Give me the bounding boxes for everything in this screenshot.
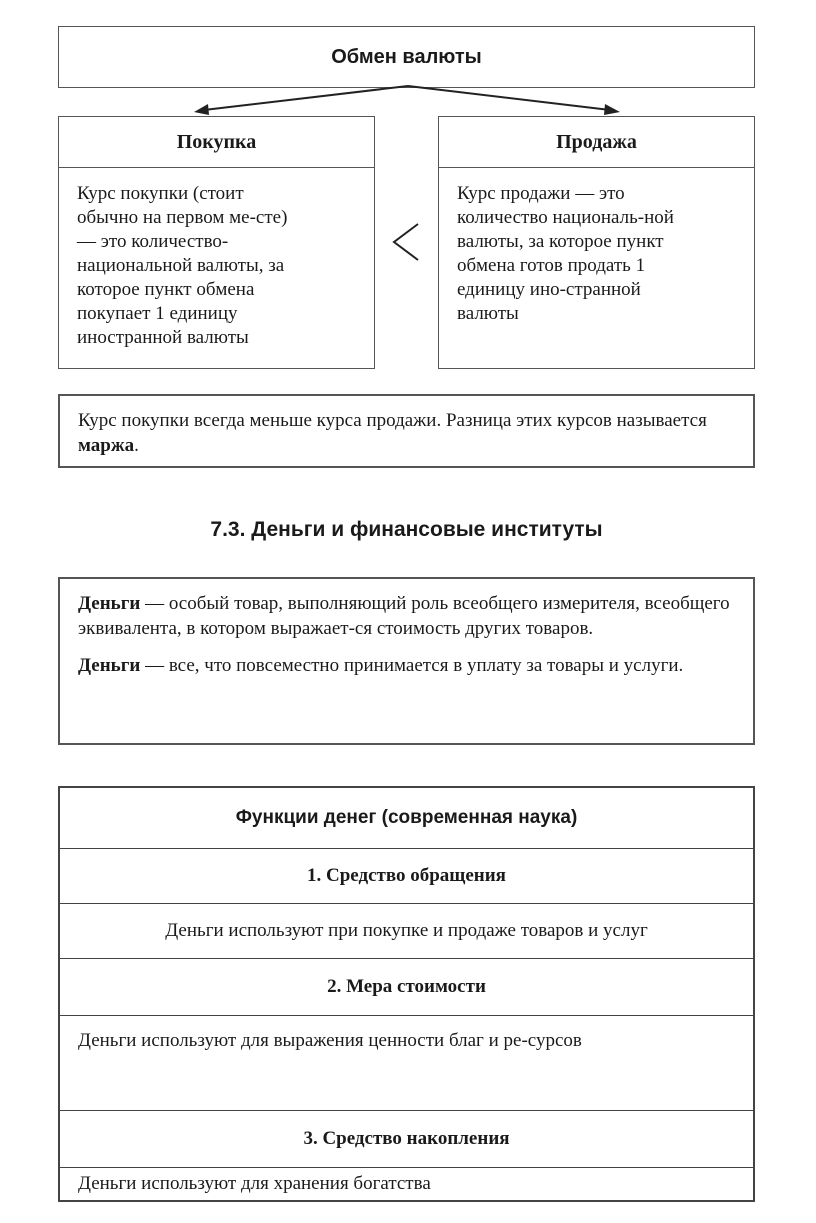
function-heading: 3. Средство накопления <box>60 1111 753 1168</box>
buy-line: — это количество- <box>77 231 229 252</box>
money-definitions-box <box>58 577 755 745</box>
margin-note-text: Курс покупки всегда меньше курса продажи. Разница этих курсов называется <box>78 410 707 431</box>
definition-paragraph <box>78 591 735 641</box>
section-title: 7.3. Деньги и финансовые институты <box>210 518 603 541</box>
sell-line: Курс продажи — это <box>457 183 625 204</box>
buy-line: национальной валюты, за <box>77 255 285 276</box>
arrow-line-left <box>204 86 408 110</box>
sell-text <box>439 168 754 326</box>
buy-line: которое пункт обмена <box>77 279 255 300</box>
arrow-head-right <box>604 104 620 115</box>
function-description: Деньги используют для хранения богатства <box>78 1173 431 1194</box>
sell-line: валюты, за которое пункт <box>457 231 664 252</box>
margin-note-end: . <box>134 435 139 456</box>
sell-line: единицу ино-странной <box>457 279 641 300</box>
buy-line: иностранной валюты <box>77 327 249 348</box>
buy-text <box>59 168 374 350</box>
sell-line: валюты <box>457 303 519 324</box>
money-functions-table <box>58 786 755 1202</box>
branch-arrows <box>190 84 630 120</box>
definition-term: Деньги <box>78 655 141 676</box>
arrow-line-right <box>408 86 610 110</box>
exchange-title-box <box>58 26 755 88</box>
sell-line: обмена готов продать 1 <box>457 255 646 276</box>
definition-text: — все, что повсеместно принимается в уплату за товары и услуги. <box>140 655 684 676</box>
buy-line: покупает 1 единицу <box>77 303 238 324</box>
sell-line: количество националь-ной <box>457 207 674 228</box>
function-heading: 1. Средство обращения <box>60 849 753 904</box>
margin-term: маржа <box>78 435 135 456</box>
less-than-symbol <box>388 212 428 272</box>
function-description: Деньги используют для выражения ценности благ и ре-сурсов <box>60 1016 753 1111</box>
sell-box <box>438 116 755 369</box>
sell-heading: Продажа <box>439 117 754 168</box>
arrow-head-left <box>194 104 209 115</box>
buy-line: Курс покупки (стоит <box>77 183 244 204</box>
margin-note-box <box>58 394 755 468</box>
function-description: Деньги используют при покупке и продаже товаров и услуг <box>60 904 753 959</box>
buy-line: обычно на первом ме-сте) <box>77 207 288 228</box>
definition-text: — особый товар, выполняющий роль всеобщего измерителя, всеобщего эквивалента, в котором выражает-ся стоимость других товаров. <box>78 593 730 639</box>
definition-term: Деньги <box>78 593 141 614</box>
functions-title: Функции денег (современная наука) <box>60 788 753 849</box>
buy-box <box>58 116 375 369</box>
function-heading: 2. Мера стоимости <box>60 959 753 1016</box>
buy-heading: Покупка <box>59 117 374 168</box>
definition-paragraph <box>78 653 735 678</box>
exchange-title: Обмен валюты <box>331 45 482 68</box>
